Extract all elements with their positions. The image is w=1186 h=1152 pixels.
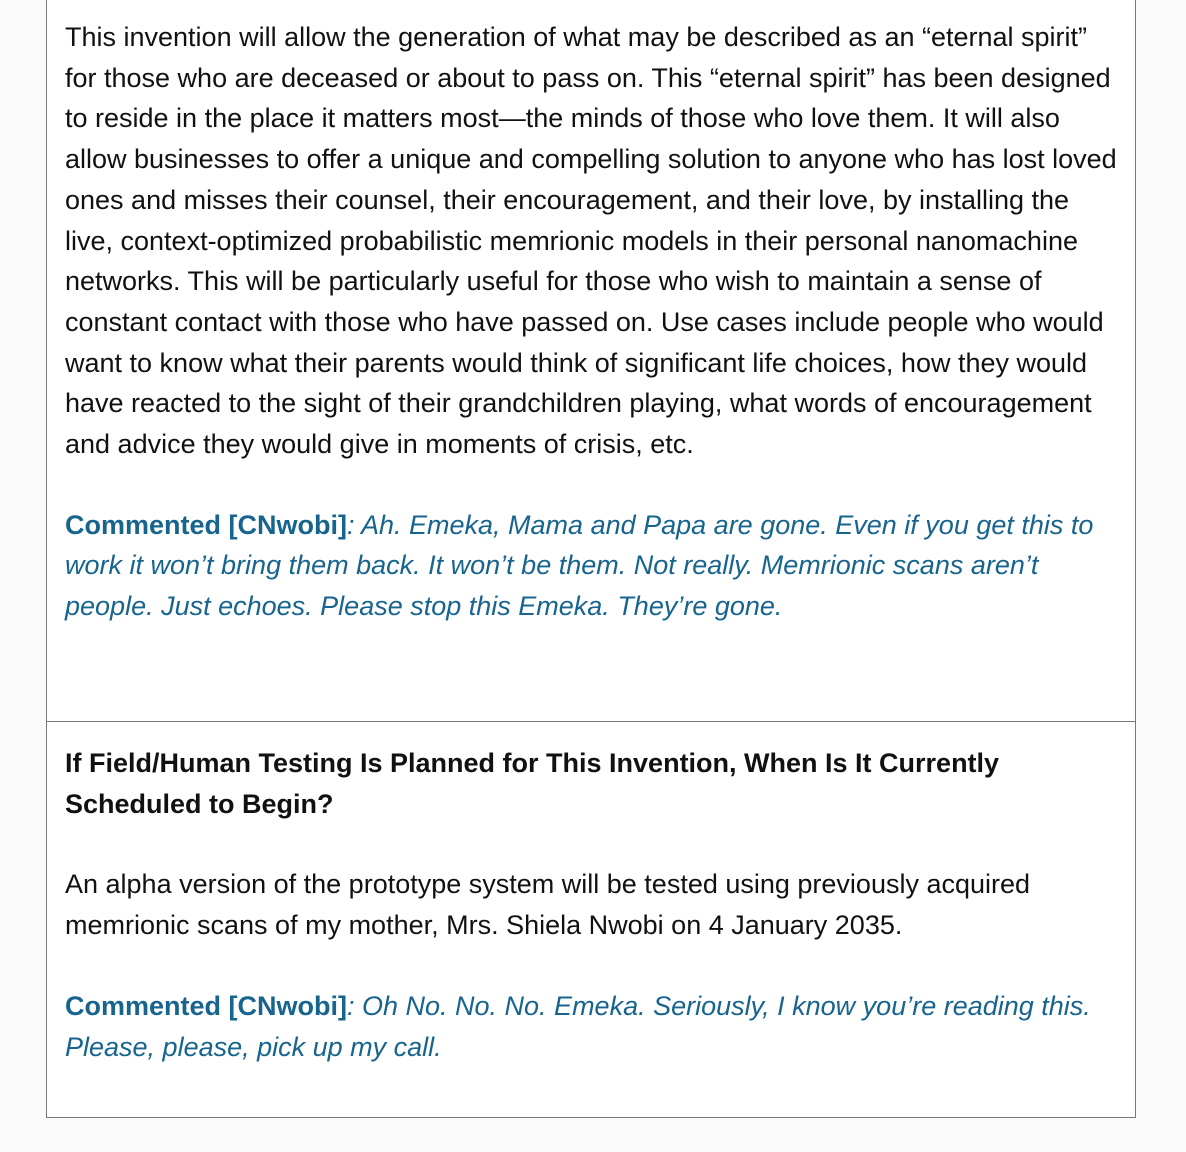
comment xyxy=(65,505,1117,627)
testing-schedule-text: An alpha version of the prototype system will be tested using previously acquired memrionic scans of my mother, Mrs. Shiela Nwobi on 4 January 2035. xyxy=(65,869,1031,941)
comment-author-label: Commented [CNwobi] xyxy=(65,509,347,540)
comment-text: : Ah. Emeka, Mama and Papa are gone. Even if you get this to work it won’t bring them back. It won’t be them. Not really. Memrionic scans aren’t people. Just echoes. Please stop this Emeka. They’re gone. xyxy=(65,509,1094,622)
testing-schedule-cell xyxy=(47,722,1135,1117)
comment xyxy=(65,986,1117,1067)
invention-description-text: This invention will allow the generation of what may be described as an “eternal spirit” for those who are deceased or about to pass on. This “eternal spirit” has been designed to reside in the place it matters most—the minds of those who love them. It will also allow businesses to offer a unique and compelling solution to anyone who has lost loved ones and misses their counsel, their encouragement, and their love, by installing the live, context-optimized probabilistic memrionic models in their personal nanomachine networks. This will be particularly useful for those who wish to maintain a sense of constant contact with those who have passed on. Use cases include people who would want to know what their parents would think of significant life choices, how they would have reacted to the sight of their grandchildren playing, what words of encouragement and advice they would give in moments of crisis, etc. xyxy=(65,22,1117,460)
section-heading: If Field/Human Testing Is Planned for This Invention, When Is It Currently Scheduled to Begin? xyxy=(65,748,1000,819)
comment-author-label: Commented [CNwobi] xyxy=(65,990,347,1021)
comment-text: : Oh No. No. No. Emeka. Seriously, I know you’re reading this. Please, please, pick up my call. xyxy=(65,990,1091,1062)
invention-description-cell xyxy=(47,0,1135,722)
document-table xyxy=(46,0,1136,1118)
